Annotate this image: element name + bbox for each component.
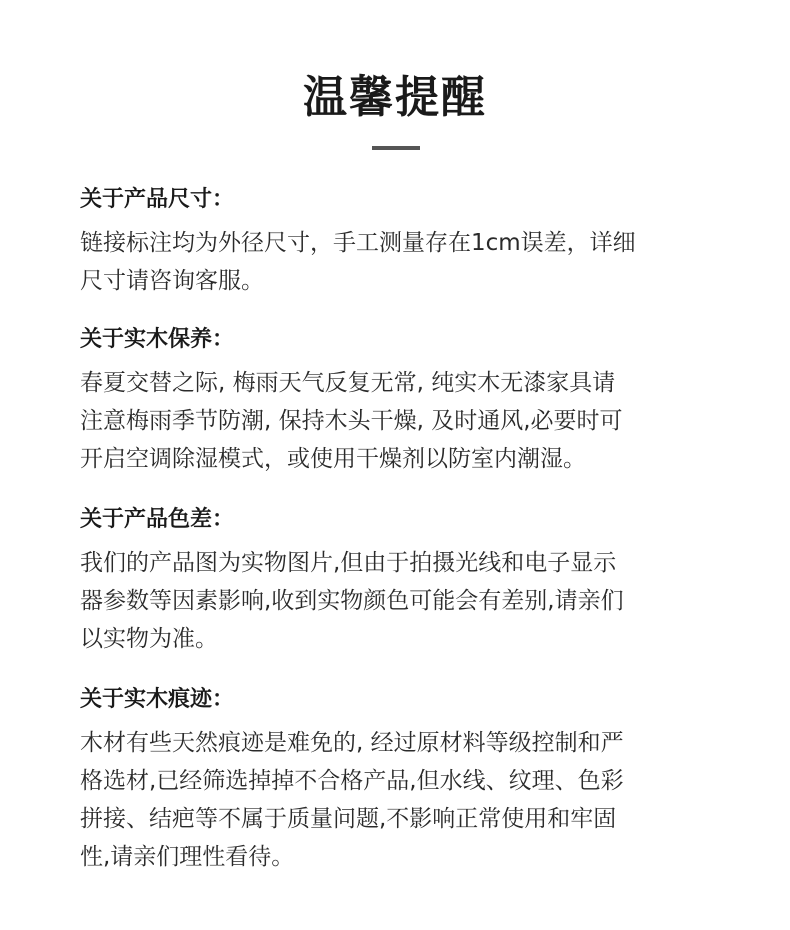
body-line: 木材有些天然痕迹是难免的, 经过原材料等级控制和严 [80, 730, 624, 756]
section-wood-marks [80, 684, 740, 876]
section-body [80, 724, 740, 876]
section-heading: 关于实木保养： [80, 327, 235, 352]
body-line: 尺寸请咨询客服。 [80, 268, 264, 294]
body-line: 格选材,已经筛选掉掉不合格产品,但水线、纹理、色彩 [80, 768, 624, 794]
body-line: 开启空调除湿模式，或使用干燥剂以防室内潮湿。 [80, 446, 586, 472]
section-body [80, 224, 740, 300]
section-body [80, 544, 740, 658]
section-heading: 关于产品尺寸： [80, 187, 235, 212]
section-heading: 关于产品色差： [80, 507, 235, 532]
body-line: 性,请亲们理性看待。 [80, 844, 295, 870]
body-line: 春夏交替之际, 梅雨天气反复无常, 纯实木无漆家具请 [80, 370, 616, 396]
section-color-difference [80, 504, 740, 658]
section-product-size [80, 184, 740, 300]
body-line: 链接标注均为外径尺寸，手工测量存在1cm误差，详细 [80, 230, 636, 256]
body-line: 我们的产品图为实物图片,但由于拍摄光线和电子显示 [80, 550, 617, 576]
body-line: 注意梅雨季节防潮, 保持木头干燥, 及时通风,必要时可 [80, 408, 623, 434]
section-heading: 关于实木痕迹： [80, 687, 235, 712]
body-line: 以实物为准。 [80, 626, 218, 652]
page-title: 温馨提醒 [303, 72, 487, 123]
body-line: 器参数等因素影响,收到实物颜色可能会有差别,请亲们 [80, 588, 624, 614]
body-line: 拼接、结疤等不属于质量问题,不影响正常使用和牢固 [80, 806, 617, 832]
section-body [80, 364, 740, 478]
section-wood-care [80, 324, 740, 478]
title-divider [372, 146, 420, 150]
